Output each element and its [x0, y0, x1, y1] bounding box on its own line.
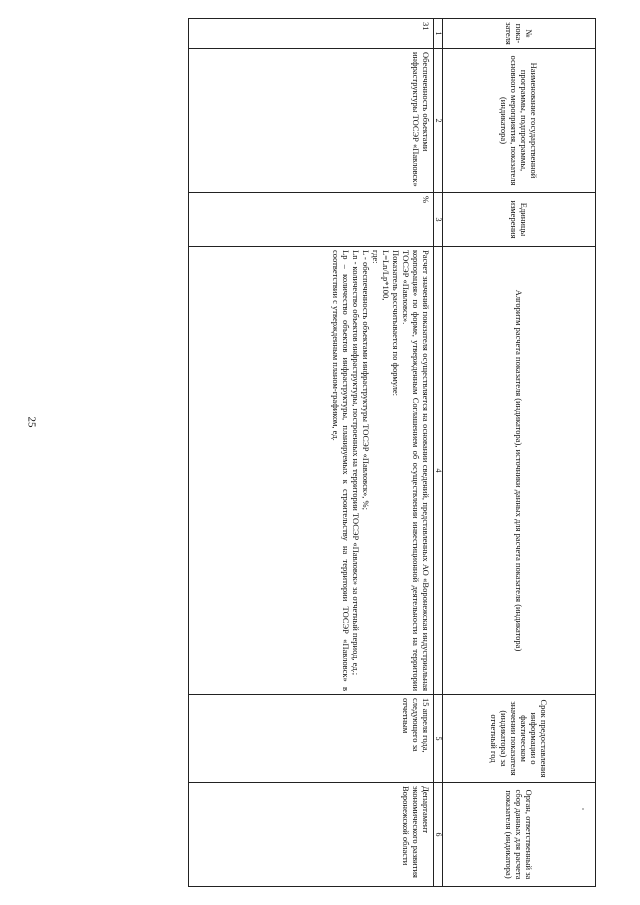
indicator-responsible: Департамент экономического развития Воронежской области	[189, 783, 434, 887]
algorithm-line: L - обеспеченность объектами инфраструктуры ТОСЭР «Павловск», %;	[361, 250, 371, 510]
rotated-table-sheet	[166, 18, 596, 886]
column-number: 4	[434, 247, 443, 695]
scan-speck	[582, 808, 584, 810]
indicator-name: Обеспеченность объектами инфраструктуры ТОСЭР «Павловск»	[189, 49, 434, 193]
page-number: 25	[25, 416, 38, 428]
row-number: 31	[189, 19, 434, 49]
column-number-row	[434, 19, 443, 887]
header-cell-name: Наименование государственной программы, подпрограммы, основного мероприятия, показателя (индикатора)	[443, 49, 596, 193]
column-number: 6	[434, 783, 443, 887]
column-number: 3	[434, 193, 443, 247]
header-cell-number: № пока-зателя	[443, 19, 596, 49]
column-number: 2	[434, 49, 443, 193]
header-cell-responsible: Орган, ответственный за сбор данных для расчета показателя (индикатора)	[443, 783, 596, 887]
algorithm-line: Показатель рассчитывается по формуле:	[391, 250, 401, 396]
header-cell-algorithm: Алгоритм расчета показателя (индикатора), источники данных для расчета показателя (индикатора)	[443, 247, 596, 695]
column-number: 1	[434, 19, 443, 49]
algorithm-line: Расчет значений показателя осуществляется на основании сведений, представленных АО «Воронежская индустриальная корпорация» по форме, утвержденным Соглашением об осуществлении инвестиционной деятельности на территории ТОСЭР «Павловск».	[401, 250, 431, 691]
indicator-algorithm	[189, 247, 434, 695]
table-row	[189, 19, 434, 887]
table-header-row	[443, 19, 596, 887]
indicator-deadline: 15 апреля года, следующего за отчетным	[189, 695, 434, 783]
header-cell-unit: Единицы измерения	[443, 193, 596, 247]
algorithm-line: где:	[371, 250, 381, 264]
algorithm-formula: L=Ln/Lp*100,	[381, 250, 391, 301]
header-cell-deadline: Срок предоставления информации о фактическом значении показателя (индикатора) за отчетный год	[443, 695, 596, 783]
column-number: 5	[434, 695, 443, 783]
algorithm-line: Ln - количество объектов инфраструктуры, построенных на территории ТОСЭР «Павловск» за отчетный период, ед.;	[351, 250, 361, 676]
algorithm-line: Lp – количество объектов инфраструктуры, планируемых к строительству на территории ТОСЭР «Павловск» в соответствии с утвержденным планом-графиком, ед.	[331, 250, 351, 691]
indicator-unit: %	[189, 193, 434, 247]
indicator-table	[188, 18, 596, 887]
